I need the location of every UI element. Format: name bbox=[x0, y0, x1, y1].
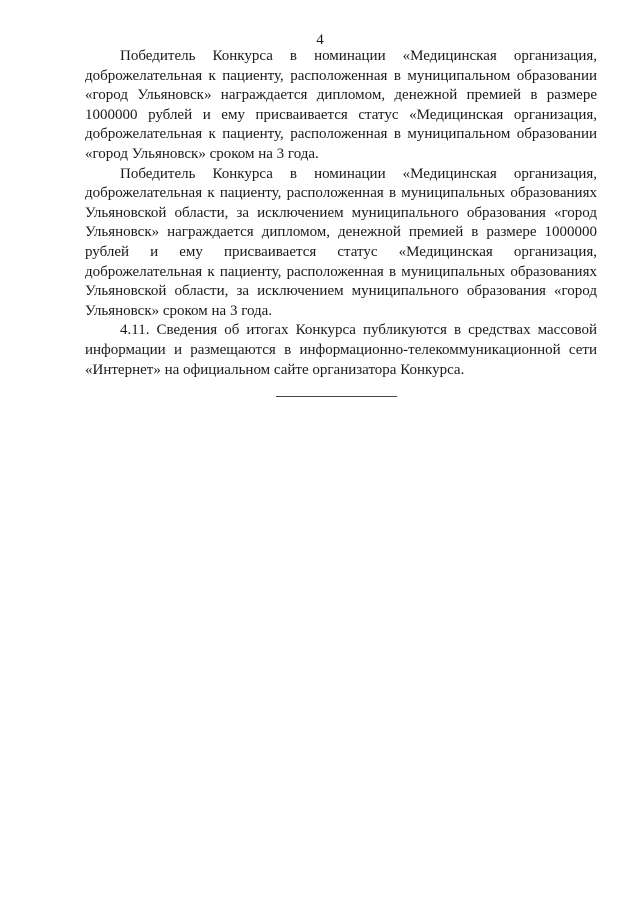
document-body bbox=[85, 47, 597, 380]
paragraph-winner-ulyanovsk-city: Победитель Конкурса в номинации «Медицинская организация, доброжелательная к пациенту, расположенная в муниципальном образовании «город Ульяновск» награждается дипломом, денежной премией в размере 1000000 рублей и ему присваивается статус «Медицинская организация, доброжелательная к пациенту, расположенная в муниципальном образовании «город Ульяновск» сроком на 3 года. bbox=[85, 48, 597, 162]
paragraph-winner-ulyanovsk-region: Победитель Конкурса в номинации «Медицинская организация, доброжелательная к пациенту, расположенная в муниципальных образованиях Ульяновской области, за исключением муниципального образования «город Ульяновск» награждается дипломом, денежной премией в размере 1000000 рублей и ему присваивается статус «Медицинская организация, доброжелательная к пациенту, расположенная в муниципальных образованиях Ульяновской области, за исключением муниципального образования «город Ульяновск» сроком на 3 года. bbox=[85, 165, 597, 319]
page-number: 4 bbox=[316, 32, 324, 48]
end-separator-line bbox=[276, 396, 397, 397]
paragraph-results-publication: 4.11. Сведения об итогах Конкурса публикуются в средствах массовой информации и размещаются в информационно-телекоммуникационной сети «Интернет» на официальном сайте организатора Конкурса. bbox=[85, 322, 597, 378]
